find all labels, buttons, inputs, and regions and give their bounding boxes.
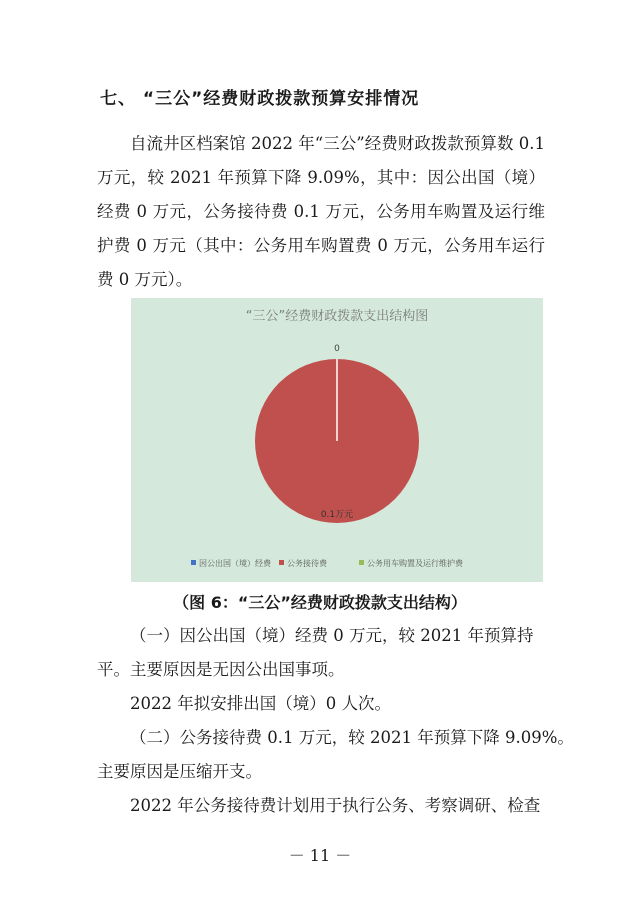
legend-swatch-3	[359, 560, 364, 565]
section-heading: 七、 “三公”经费财政拨款预算安排情况	[100, 89, 420, 109]
body-line-4: （二）公务接待费 0.1 万元，较 2021 年预算下降 9.09%。	[130, 728, 574, 747]
body-line-6: 2022 年公务接待费计划用于执行公务、考察调研、检查	[130, 796, 541, 815]
body-line-5: 主要原因是压缩开支。	[97, 762, 262, 781]
legend-swatch-2	[279, 560, 284, 565]
data-label-1: 0	[334, 344, 340, 354]
legend-swatch-1	[191, 560, 196, 565]
body-line-1: （一）因公出国（境）经费 0 万元，较 2021 年预算持	[130, 626, 534, 645]
body-line-2: 平。主要原因是无因公出国事项。	[97, 660, 345, 679]
legend-label-2: 公务接待费	[287, 559, 327, 568]
pie-chart-svg	[131, 298, 543, 582]
pie-chart	[131, 298, 543, 582]
legend-label-1: 因公出国（境）经费	[199, 559, 271, 568]
legend-label-3: 公务用车购置及运行维护费	[367, 559, 463, 568]
figure-caption: （图 6：“三公”经费财政拨款支出结构）	[173, 593, 467, 612]
intro-paragraph: 自流井区档案馆 2022 年“三公”经费财政拨款预算数 0.1 万元，较 2021 年预算下降 9.09%，其中：因公出国（境）经费 0 万元，公务接待费 0.1 万元，公务用车购置及运行维护费 0 万元（其中：公务用车购置费 0 万元，公务用车运行费 0 万元）。	[97, 134, 545, 289]
body-line-3: 2022 年拟安排出国（境）0 人次。	[130, 694, 391, 713]
chart-title: “三公”经费财政拨款支出结构图	[245, 309, 429, 324]
data-label-2: 0.1万元	[320, 510, 354, 520]
page-number: － 11 －	[288, 846, 352, 865]
